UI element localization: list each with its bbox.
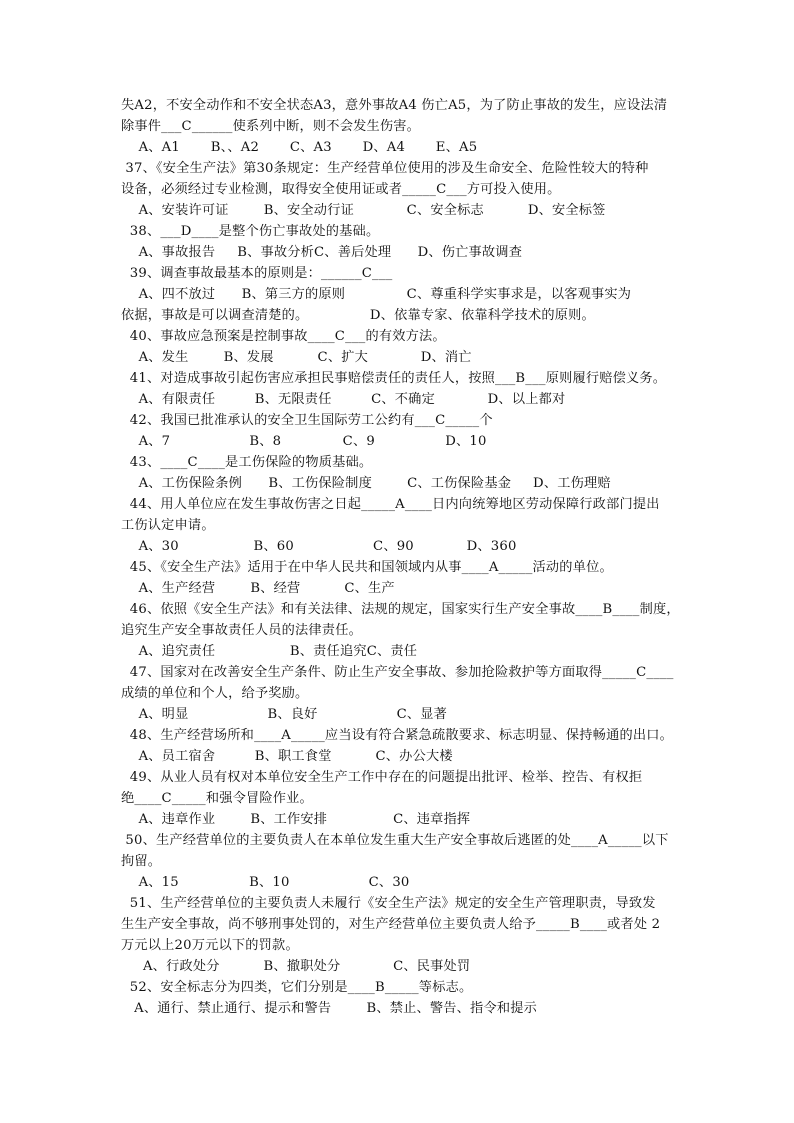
text-line: A、工伤保险条例 B、工伤保险制度 C、工伤保险基金 D、工伤理赔 [121, 476, 611, 491]
text-line: 50、生产经营单位的主要负责人在本单位发生重大生产安全事故后逃匿的处____A_____以下 [121, 833, 669, 848]
text-line: 52、安全标志分为四类，它们分别是____B_____等标志。 [121, 980, 473, 995]
text-line: 工伤认定申请。 [121, 518, 215, 533]
text-line: 成绩的单位和个人，给予奖励。 [121, 686, 309, 701]
text-line: A、通行、禁止通行、提示和警告 B、禁止、警告、指令和提示 [121, 1001, 537, 1016]
text-line: 48、生产经营场所和____A_____应当设有符合紧急疏散要求、标志明显、保持畅通的出口。 [121, 728, 674, 743]
text-line: A、事故报告 B、事故分析C、善后处理 D、伤亡事故调查 [121, 245, 523, 260]
text-line: A、安装许可证 B、安全动行证 C、安全标志 D、安全标签 [121, 203, 606, 218]
text-line: 拘留。 [121, 854, 162, 869]
text-line: A、员工宿舍 B、职工食堂 C、办公大楼 [121, 749, 453, 764]
text-line: A、A1 B、、A2 C、A3 D、A4 E、A5 [121, 140, 478, 155]
text-line: A、行政处分 B、撤职处分 C、民事处罚 [121, 959, 471, 974]
text-line: 失A2，不安全动作和不安全状态A3，意外事故A4 伤亡A5，为了防止事故的发生，应设法清 [121, 98, 668, 113]
text-line: 40、事故应急预案是控制事故____C___的有效方法。 [121, 329, 446, 344]
text-line: A、追究责任 B、责任追究C、责任 [121, 644, 418, 659]
text-line: 42、我国已批准承认的安全卫生国际劳工公约有___C_____个 [121, 413, 493, 428]
text-line: 45、《安全生产法》适用于在中华人民共和国领域内从事____A_____活动的单位。 [121, 560, 613, 575]
text-line: A、明显 B、良好 C、显著 [121, 707, 448, 722]
text-line: 绝____C_____和强令冒险作业。 [121, 791, 313, 806]
text-line: 44、用人单位应在发生事故伤害之日起_____A____日内向统筹地区劳动保障行政部门提出 [121, 497, 660, 512]
text-line: 生生产安全事故，尚不够刑事处罚的，对生产经营单位主要负责人给予_____B____或者处 2 [121, 917, 661, 932]
text-line: 追究生产安全事故责任人员的法律责任。 [121, 623, 362, 638]
text-line: A、有限责任 B、无限责任 C、不确定 D、以上都对 [121, 392, 566, 407]
text-line: A、生产经营 B、经营 C、生产 [121, 581, 395, 596]
text-line: 万元以上20万元以下的罚款。 [121, 938, 299, 953]
text-line: 46、依照《安全生产法》和有关法律、法规的规定，国家实行生产安全事故____B____制度， [121, 602, 680, 617]
text-line: 39、调查事故最基本的原则是：______C___ [121, 266, 393, 281]
text-line: A、发生 B、发展 C、扩大 D、消亡 [121, 350, 472, 365]
text-line: A、四不放过 B、第三方的原则 C、尊重科学实事求是，以客观事实为 [121, 287, 632, 302]
text-line: 38、___D____是整个伤亡事故处的基础。 [121, 224, 380, 239]
text-line: 设备，必须经过专业检测，取得安全使用证或者_____C___方可投入使用。 [121, 182, 561, 197]
text-line: 41、对造成事故引起伤害应承担民事赔偿责任的责任人，按照___B___原则履行赔偿义务。 [121, 371, 667, 386]
text-line: 除事件___C______使系列中断，则不会发生伤害。 [121, 119, 421, 134]
text-line: 43、____C____是工伤保险的物质基础。 [121, 455, 373, 470]
text-line: A、15 B、10 C、30 [121, 875, 410, 890]
text-line: A、7 B、8 C、9 D、10 [121, 434, 487, 449]
text-line: A、30 B、60 C、90 D、360 [121, 539, 517, 554]
text-line: 49、从业人员有权对本单位安全生产工作中存在的问题提出批评、检举、控告、有权拒 [121, 770, 643, 785]
text-line: 47、国家对在改善安全生产条件、防止生产安全事故、参加抢险救护等方面取得_____C____ [121, 665, 674, 680]
text-line: A、违章作业 B、工作安排 C、违章指挥 [121, 812, 471, 827]
text-line: 依据，事故是可以调查清楚的。 D、依靠专家、依靠科学技术的原则。 [121, 308, 595, 323]
text-line: 37、《安全生产法》第30条规定：生产经营单位使用的涉及生命安全、危险性较大的特种 [121, 161, 649, 176]
text-line: 51、生产经营单位的主要负责人未履行《安全生产法》规定的安全生产管理职责，导致发 [121, 896, 656, 911]
